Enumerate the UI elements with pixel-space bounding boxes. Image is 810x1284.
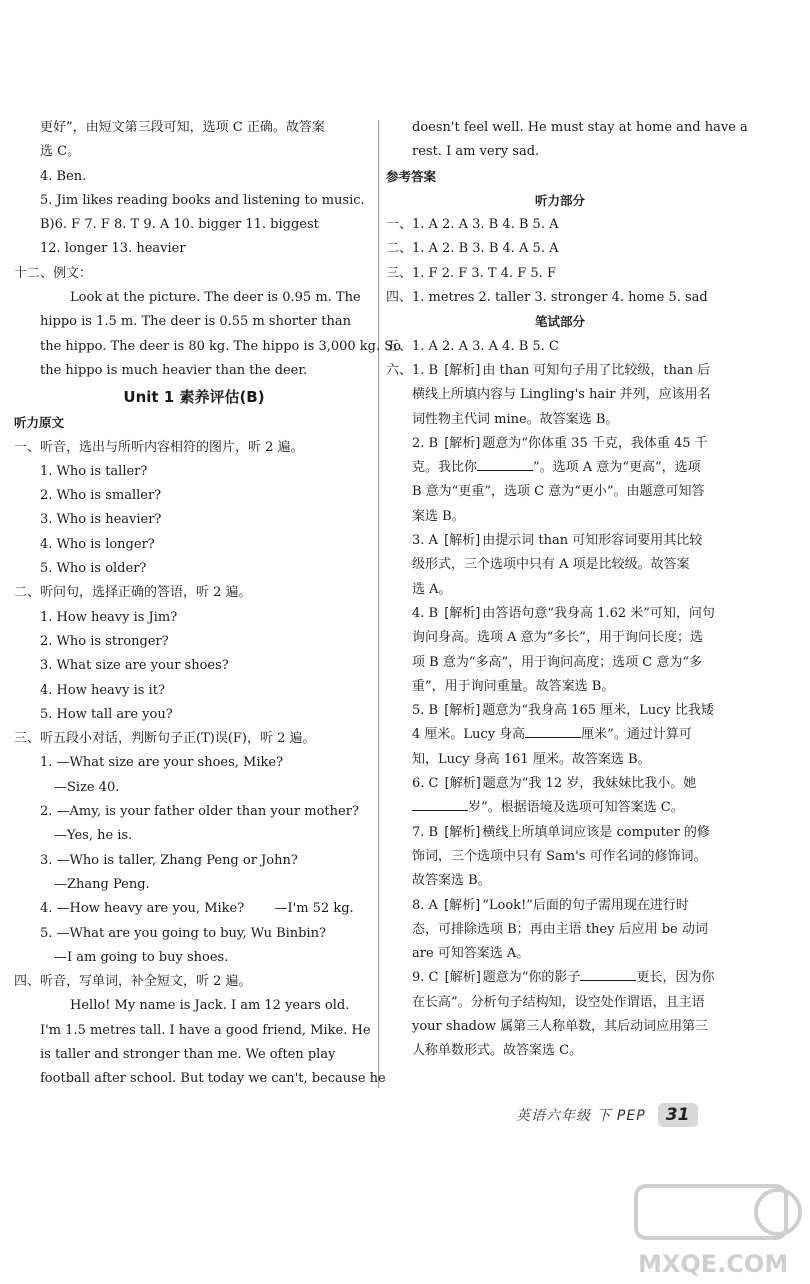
- question-line: 3. What size are your shoes?: [40, 658, 229, 674]
- explanation-line: [386, 456, 734, 480]
- explanation-line: 人称单数形式。故答案选 C。: [412, 1043, 583, 1059]
- explanation-line: 询问身高。选项 A 意为“多长”，用于询问长度；选: [412, 630, 703, 646]
- explanation-text: 题意为“我 12 岁，我妹妹比我小。她: [482, 776, 697, 792]
- column-divider: [378, 120, 379, 1088]
- explanation-line: 故答案选 B。: [412, 873, 491, 889]
- analysis-tag: [解析]: [444, 362, 481, 378]
- explanation-line: [386, 723, 734, 747]
- explanation-text: ”。选项 A 意为“更高”，选项: [533, 460, 701, 476]
- dialog-line: —Yes, he is.: [54, 828, 133, 844]
- question-line: 1. How heavy is Jim?: [40, 609, 178, 625]
- item-number: 7. B: [412, 824, 439, 840]
- analysis-tag: [解析]: [444, 703, 481, 719]
- explanation-line: [386, 432, 734, 456]
- passage-line: is taller and stronger than me. We often play: [40, 1046, 336, 1062]
- explanation-line: 案选 B。: [412, 508, 465, 524]
- explanation-text: 题意为“你体重 35 千克，我体重 45 千: [482, 435, 708, 451]
- explanation-line: 在长高”。分析句子结构知，设空处作谓语，且主语: [412, 994, 705, 1010]
- passage-line: I'm 1.5 metres tall. I have a good friend, Mike. He: [40, 1022, 371, 1038]
- answer-line: 五、1. A 2. A 3. A 4. B 5. C: [386, 338, 559, 354]
- analysis-tag: [解析]: [444, 605, 481, 621]
- passage-line: doesn't feel well. He must stay at home and have a: [412, 120, 748, 135]
- right-column: [386, 116, 748, 1064]
- item-number: 六、1. B: [386, 362, 439, 378]
- written-part-heading: 笔试部分: [534, 314, 585, 330]
- analysis-tag: [解析]: [444, 776, 481, 792]
- text-line: 5. Jim likes reading books and listening to music.: [40, 192, 365, 208]
- explanation-text: 更长，因为你: [636, 970, 715, 986]
- explanation-text: 克。我比你: [412, 460, 478, 476]
- analysis-tag: [解析]: [444, 533, 481, 549]
- watermark-icon: [628, 1180, 808, 1280]
- listening-heading: 听力原文: [14, 415, 65, 431]
- answer-line: 一、1. A 2. A 3. B 4. B 5. A: [386, 217, 559, 233]
- explanation-line: B 意为“更重”，选项 C 意为“更小”。由题意可知答: [412, 484, 705, 500]
- blank-line: [477, 458, 533, 471]
- dialog-question: 4. —How heavy are you, Mike?: [40, 901, 245, 917]
- left-column: [14, 116, 401, 1092]
- explanation-text: 由 than 可知句子用了比较级，than 后: [482, 362, 711, 378]
- question-line: 4. How heavy is it?: [40, 682, 165, 698]
- dialog-line: 5. —What are you going to buy, Wu Binbin?: [40, 925, 326, 941]
- explanation-line: [386, 359, 734, 383]
- text-line: Look at the picture. The deer is 0.95 m. The: [70, 290, 361, 306]
- analysis-tag: [解析]: [444, 897, 481, 913]
- explanation-line: are 可知答案选 A。: [412, 946, 530, 962]
- dialog-line: 3. —Who is taller, Zhang Peng or John?: [40, 852, 298, 868]
- analysis-tag: [解析]: [444, 824, 481, 840]
- question-line: 5. How tall are you?: [40, 706, 173, 722]
- text-line: the hippo is much heavier than the deer.: [40, 362, 308, 378]
- question-line: 1. Who is taller?: [40, 463, 148, 479]
- question-line: 2. Who is smaller?: [40, 488, 162, 504]
- page-footer: [516, 1102, 726, 1128]
- explanation-line: [386, 966, 734, 990]
- section-heading: 一、听音，选出与所听内容相符的图片，听 2 遍。: [14, 439, 304, 455]
- explanation-text: 横线上所填单词应该是 computer 的修: [482, 824, 710, 840]
- item-number: 2. B: [412, 435, 439, 451]
- explanation-line: [386, 821, 734, 845]
- text-line: the hippo. The deer is 80 kg. The hippo is 3,000 kg. So: [40, 338, 401, 354]
- section-heading: 四、听音，写单词，补全短文，听 2 遍。: [14, 974, 252, 990]
- question-line: 3. Who is heavier?: [40, 512, 162, 528]
- dialog-line: —I am going to buy shoes.: [54, 949, 229, 965]
- text-line: 选 C。: [40, 144, 81, 160]
- text-line: 12. longer 13. heavier: [40, 241, 186, 257]
- explanation-line: 饰词，三个选项中只有 Sam's 可作名词的修饰词。: [412, 848, 707, 864]
- item-number: 3. A: [412, 533, 438, 549]
- explanation-line: [386, 699, 734, 723]
- listening-part-heading: 听力部分: [534, 192, 585, 208]
- explanation-text: 由答语句意“我身高 1.62 米”可知，问句: [482, 605, 715, 621]
- item-number: 9. C: [412, 970, 439, 986]
- explanation-line: 项 B 意为“多高”，用于询问高度；选项 C 意为“多: [412, 654, 702, 670]
- passage-line: football after school. But today we can't, because he: [40, 1071, 386, 1087]
- explanation-line: 横线上所填内容与 Lingling's hair 并列，应该用名: [412, 387, 711, 403]
- explanation-line: your shadow 属第三人称单数，其后动词应用第三: [412, 1018, 709, 1034]
- blank-line: [525, 725, 581, 738]
- question-line: 5. Who is older?: [40, 561, 147, 577]
- unit-title: Unit 1 素养评估(B): [123, 388, 265, 407]
- explanation-line: [386, 529, 734, 553]
- text-line: B)6. F 7. F 8. T 9. A 10. bigger 11. biggest: [40, 217, 319, 233]
- explanation-line: 重”，用于询问重量。故答案选 B。: [412, 678, 615, 694]
- text-line: 更好”，由短文第三段可知，选项 C 正确。故答案: [40, 120, 325, 135]
- watermark-text: MXQE.COM: [638, 1250, 789, 1278]
- explanation-line: [386, 602, 734, 626]
- explanation-text: 由提示词 than 可知形容词要用其比较: [482, 533, 703, 549]
- explanation-text: 题意为“你的影子: [482, 970, 581, 986]
- answer-line: 四、1. metres 2. taller 3. stronger 4. home 5. sad: [386, 290, 708, 306]
- question-line: 4. Who is longer?: [40, 536, 155, 552]
- answer-line: 三、1. F 2. F 3. T 4. F 5. F: [386, 265, 556, 281]
- explanation-line: [386, 772, 734, 796]
- page-number: 31: [658, 1103, 698, 1127]
- dialog-line: [14, 897, 374, 921]
- dialog-line: 2. —Amy, is your father older than your mother?: [40, 804, 359, 820]
- analysis-tag: [解析]: [444, 970, 481, 986]
- section-heading: 十二、例文：: [14, 265, 93, 281]
- footer-subject: 英语六年级 下 PEP: [516, 1108, 646, 1124]
- explanation-line: 词性物主代词 mine。故答案选 B。: [412, 411, 619, 427]
- explanation-line: 级形式，三个选项中只有 A 项是比较级。故答案: [412, 557, 690, 573]
- answer-line: 二、1. A 2. B 3. B 4. A 5. A: [386, 241, 559, 257]
- section-heading: 二、听问句，选择正确的答语，听 2 遍。: [14, 585, 252, 601]
- answers-heading: 参考答案: [386, 168, 437, 184]
- watermark-logo: [628, 1180, 808, 1280]
- section-heading: 三、听五段小对话，判断句子正(T)误(F)，听 2 遍。: [14, 731, 316, 747]
- text-line: 4. Ben.: [40, 168, 87, 184]
- dialog-line: 1. —What size are your shoes, Mike?: [40, 755, 284, 771]
- explanation-line: 态，可排除选项 B；再由主语 they 后应用 be 动词: [412, 921, 708, 937]
- explanation-text: 岁”。根据语境及选项可知答案选 C。: [468, 800, 684, 816]
- item-number: 5. B: [412, 703, 439, 719]
- passage-line: rest. I am very sad.: [412, 144, 540, 160]
- item-number: 8. A: [412, 897, 438, 913]
- analysis-tag: [解析]: [444, 435, 481, 451]
- explanation-line: [386, 796, 734, 820]
- dialog-line: —Size 40.: [54, 779, 120, 795]
- explanation-line: 选 A。: [412, 581, 452, 597]
- explanation-line: [386, 894, 734, 918]
- explanation-line: 知，Lucy 身高 161 厘米。故答案选 B。: [412, 751, 651, 767]
- question-line: 2. Who is stronger?: [40, 633, 169, 649]
- item-number: 4. B: [412, 605, 439, 621]
- dialog-line: —Zhang Peng.: [54, 876, 150, 892]
- blank-line: [412, 798, 468, 811]
- text-line: hippo is 1.5 m. The deer is 0.55 m shorter than: [40, 314, 351, 330]
- explanation-text: 4 厘米。Lucy 身高: [412, 727, 526, 743]
- explanation-text: 厘米”。通过计算可: [581, 727, 692, 743]
- explanation-text: “Look!”后面的句子需用现在进行时: [482, 897, 689, 913]
- explanation-text: 题意为“我身高 165 厘米，Lucy 比我矮: [482, 703, 714, 719]
- passage-line: Hello! My name is Jack. I am 12 years old.: [70, 998, 350, 1014]
- blank-line: [580, 968, 636, 981]
- dialog-answer: —I'm 52 kg.: [274, 901, 354, 917]
- item-number: 6. C: [412, 776, 439, 792]
